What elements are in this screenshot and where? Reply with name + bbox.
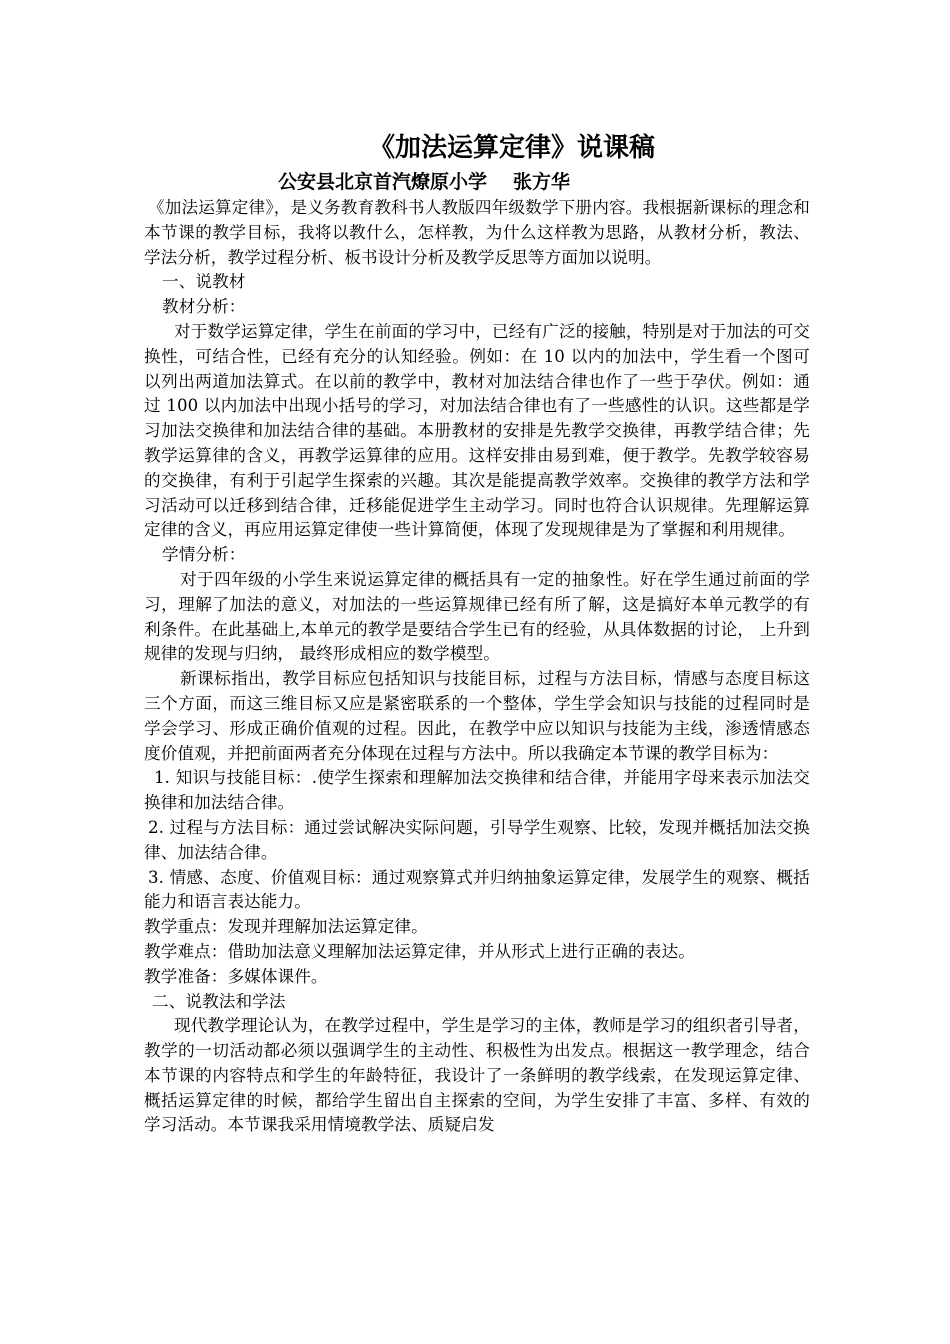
goal-2: 2. 过程与方法目标：通过尝试解决实际问题，引导学生观察、比较，发现并概括加法交换律、加法结合律。 <box>144 817 810 862</box>
intro-paragraph: 《加法运算定律》，是义务教育教科书人教版四年级数学下册内容。我根据新课标的理念和本节课的教学目标，我将以教什么，怎样教，为什么这样教为思路，从教材分析，教法、学法分析，教学过程分析、板书设计分析及教学反思等方面加以说明。 <box>144 198 810 267</box>
preparation: 教学准备：多媒体课件。 <box>144 966 328 986</box>
section-1-heading: 一、说教材 <box>162 272 246 292</box>
author-name: 张方华 <box>513 171 571 193</box>
student-analysis-paragraph: 对于四年级的小学生来说运算定律的概括具有一定的抽象性。好在学生通过前面的学习，理解了加法的意义，对加法的一些运算规律已经有所了解，这是搞好本单元教学的有利条件。在此基础上,本单元的教学是要结合学生已有的经验，从具体数据的讨论， 上升到规律的发现与归纳， 最终形成相应的数学模型。 <box>144 569 810 664</box>
document-title: 《加法运算定律》说课稿 <box>368 133 655 163</box>
textbook-analysis-paragraph: 对于数学运算定律，学生在前面的学习中，已经有广泛的接触，特别是对于加法的可交换性，可结合性，已经有充分的认知经验。例如：在 10 以内的加法中，学生看一个图可以列出两道加法算式。在以前的教学中，教材对加法结合律也作了一些于孕伏。例如：通过 100 以内加法中出现小括号的学习，对加法结合律也有了一些感性的认识。这些都是学习加法交换律和加法结合律的基础。本册教材的安排是先教学交换律，再教学结合律；先教学运算律的含义，再教学运算律的应用。这样安排由易到难，便于教学。先教学较容易的交换律，有利于引起学生探索的兴趣。其次是能提高教学效率。交换律的教学方法和学习活动可以迁移到结合律，迁移能促进学生主动学习。同时也符合认识规律。先理解运算定律的含义，再应用运算定律使一些计算简便，体现了发现规律是为了掌握和利用规律。 <box>144 321 810 540</box>
textbook-analysis-heading: 教材分析： <box>162 297 246 317</box>
difficult-point: 教学难点：借助加法意义理解加法运算定律，并从形式上进行正确的表达。 <box>144 941 695 961</box>
school-name: 公安县北京首汽燎原小学 <box>278 171 488 193</box>
goal-3: 3. 情感、态度、价值观目标：通过观察算式并归纳抽象运算定律，发展学生的观察、概括能力和语言表达能力。 <box>144 867 810 912</box>
curriculum-paragraph: 新课标指出，教学目标应包括知识与技能目标，过程与方法目标，情感与态度目标这三个方面，而这三维目标又应是紧密联系的一个整体，学生学会知识与技能的过程同时是学会学习、形成正确价值观的过程。因此，在教学中应以知识与技能为主线，渗透情感态度价值观，并把前面两者充分体现在过程与方法中。所以我确定本节课的教学目标为： <box>144 669 810 763</box>
document-page <box>144 128 810 1138</box>
goal-1: 1. 知识与技能目标：.使学生探索和理解加法交换律和结合律，并能用字母来表示加法交换律和加法结合律。 <box>144 768 810 813</box>
student-analysis-heading: 学情分析： <box>162 545 246 565</box>
section-2-heading: 二、说教法和学法 <box>152 991 286 1011</box>
author-line <box>68 168 810 196</box>
section-2-paragraph: 现代教学理论认为，在教学过程中，学生是学习的主体，教师是学习的组织者引导者，教学的一切活动都必须以强调学生的主动性、积极性为出发点。根据这一教学理念，结合本节课的内容特点和学生的年龄特征，我设计了一条鲜明的教学线索，在发现运算定律、概括运算定律的时候，都给学生留出自主探索的空间，为学生安排了丰富、多样、有效的学习活动。本节课我采用情境教学法、质疑启发 <box>144 1016 810 1135</box>
key-point: 教学重点：发现并理解加法运算定律。 <box>144 917 428 937</box>
